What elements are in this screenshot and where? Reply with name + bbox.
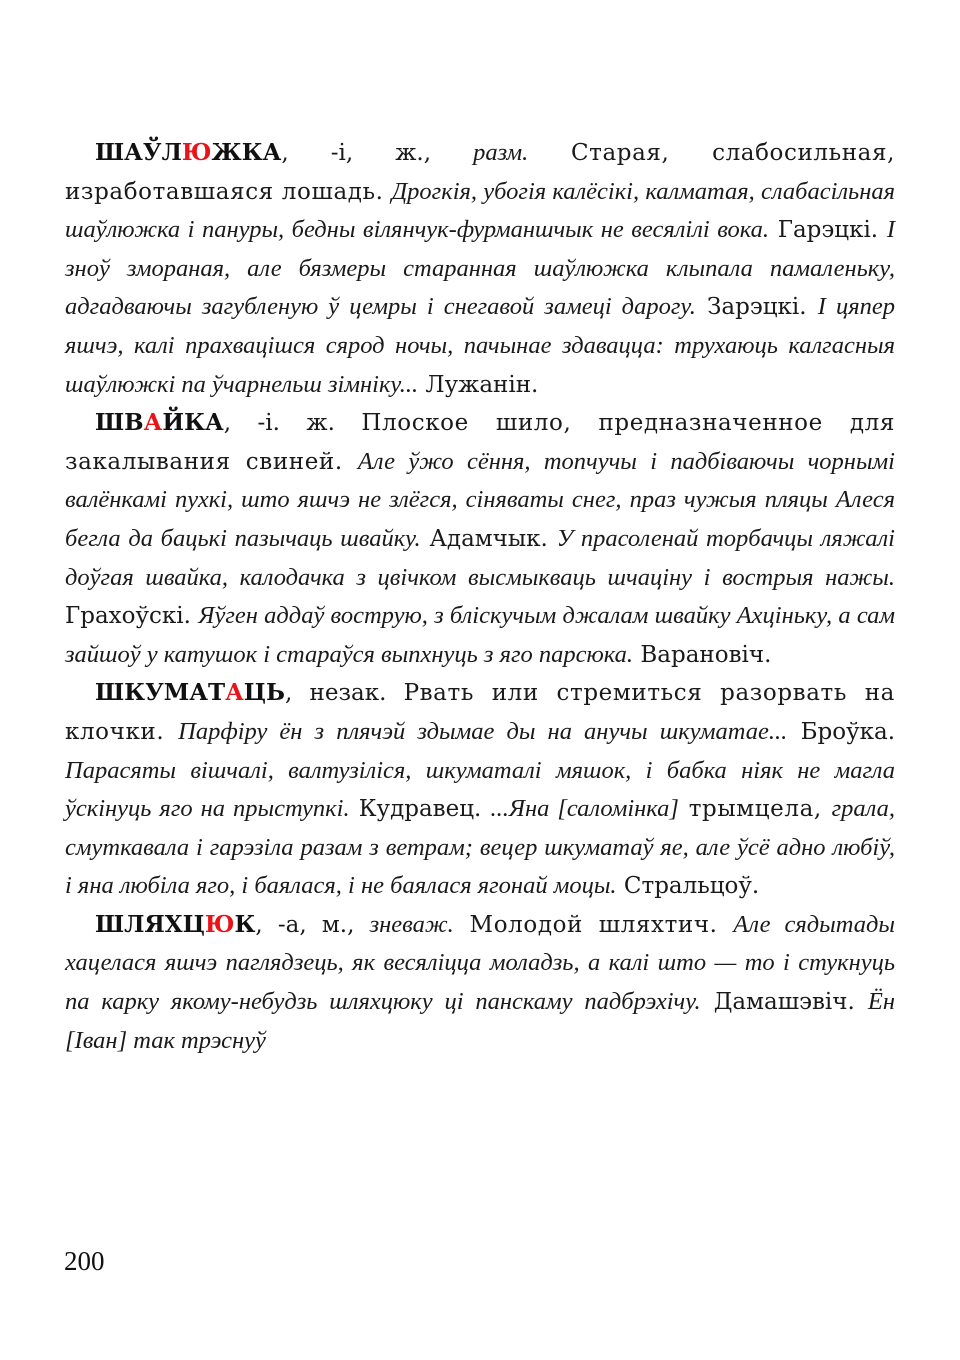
headword-part: ЙКА [162,409,224,437]
quotation: Ён [Іван] так трэснуў [65,988,895,1054]
quotation-source: Лужанін. [418,371,539,398]
style-label: разм. [473,139,529,166]
dictionary-entry-shaulyuzhka [65,134,895,404]
grammar-note: , -і, ж., [281,140,474,166]
headword [95,409,224,436]
headword-part: ШВ [95,409,144,437]
definition: Молодой шляхтич. [453,911,734,938]
grammar-note: , -а, м., [255,911,370,938]
quotation: Парасяты вішчалі, валтузіліся, шкуматалі мяшок, і бабка ніяк не магла ўскінуць яго на прыступкі. [65,756,895,823]
headword-part: ЦЬ [243,679,286,707]
headword-part: ШЛЯХЦ [95,910,205,938]
quotation-source: Адамчык. [420,525,557,552]
grammar-note: , незак. [285,680,404,707]
stressed-letter: Ю [181,139,212,166]
quotation-source: Варановіч. [633,641,772,668]
quotation-source: Дамашэвіч. [700,989,868,1016]
quotation: грала, смуткавала і гарэзіла разам з ветрам; вецер шкуматаў яе, але ўсё адно любіў, і яна любіла яго, і баялася, і не баялася ягонай моцы. [65,795,895,900]
quotation: Яўген аддаў вострую, з бліскучым джалам швайку Ахціньку, а сам зайшоў у катушок і стараўся выпхнуць з яго парсюка. [65,602,895,668]
quotation-source: Зарэцкі. [695,294,818,321]
quotation-source: Гарэцкі. [769,217,887,244]
quotation-source: Стральцоў. [616,873,760,900]
quotation: Але сядытады хацелася яшчэ паглядзець, як весяліцца моладзь, а калі што — то і стукнуць па карку якому-небудзь шляхцюку ці панскаму падбрэхічу. [65,910,895,1016]
stressed-letter: А [143,409,163,437]
stressed-letter: А [225,679,244,707]
headword-part: ШКУМАТ [95,679,226,707]
definition: Старая, слабосильная, изработавшаяся лошадь. [65,140,896,205]
grammar-note: , -і. ж. [223,410,362,437]
quotation: І зноў змораная, але бязмеры старанная шаўлюжка клыпала памаленьку, адгадваючы загубленую ў цемры і снегавой замеці дарогу. [65,216,895,321]
quotation: Але ўжо сёння, топчучы і падбіваючы чорнымі валёнкамі пухкі, што яшчэ не злёгся, сіняваты снег, праз чужыя пляцы Алеся бегла да бацькі пазычаць швайку. [65,447,895,552]
headword-part: ЖКА [211,139,282,166]
quotation: І цяпер яшчэ, калі прахвацішся сярод ночы, пачынае здавацца: трухаюць калгасныя шаўлюжкі па ўчарнельш зімніку... [65,293,895,398]
quotation: У прасоленай торбачцы ляжалі доўгая швайка, калодачка з цвічком высмыкваць шчаціну і вострыя нажы. [65,524,895,591]
dictionary-entry-shkumatats [65,674,895,906]
definition: Плоское шило, предназначенное для закалывания свиней. [65,410,895,475]
quotation: Дрогкія, убогія калёсікі, калматая, слабасільная шаўлюжка і пануры, бедны вілянчук-фурманшчык не весялілі вока. [65,177,895,244]
style-label: зневаж. [369,910,454,938]
quotation-roman-word: трымцела, [678,796,832,823]
headword [95,139,281,166]
quotation: ...Яна [саломінка] [490,795,679,823]
dictionary-entry-shlyakhtsyuk [65,906,895,1060]
headword-part: ШАЎЛ [95,139,182,166]
headword [95,911,255,938]
quotation-source: Броўка. [787,718,896,745]
stressed-letter: Ю [204,910,235,938]
headword [95,679,285,706]
page-number: 200 [64,1246,105,1276]
dictionary-page [65,134,895,1060]
quotation: Парфіру ён з плячэй здымае ды на анучы шкуматае... [178,717,788,745]
headword-part: К [234,910,256,938]
definition: Рвать или стремиться разорвать на клочки. [65,680,895,745]
quotation-source: Кудравец. [349,796,491,823]
quotation-source: Грахоўскі. [65,603,199,630]
dictionary-entry-shvaika [65,404,895,674]
